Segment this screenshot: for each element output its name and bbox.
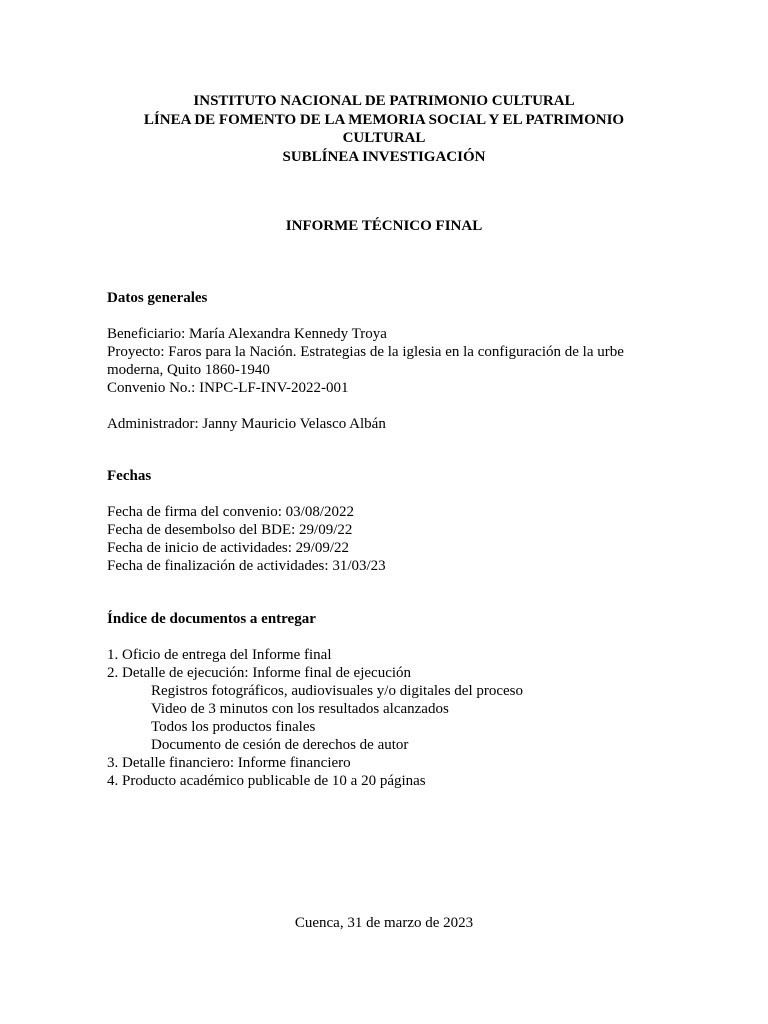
- sub-list-item: Registros fotográficos, audiovisuales y/o digitales del proceso: [151, 683, 524, 699]
- signature-date: Fecha de firma del convenio: 03/08/2022: [107, 504, 355, 520]
- dates-section: [107, 467, 667, 575]
- subline: SUBLÍNEA INVESTIGACIÓN: [282, 148, 486, 165]
- beneficiary-line: Beneficiario: María Alexandra Kennedy Troya: [107, 326, 387, 342]
- list-item: 4. Producto académico publicable de 10 a 20 páginas: [107, 773, 426, 789]
- general-data-title: Datos generales: [107, 290, 208, 306]
- agreement-line: Convenio No.: INPC-LF-INV-2022-001: [107, 380, 349, 396]
- report-title: INFORME TÉCNICO FINAL: [285, 218, 483, 234]
- start-date: Fecha de inicio de actividades: 29/09/22: [107, 540, 350, 556]
- program-line: LÍNEA DE FOMENTO DE LA MEMORIA SOCIAL Y EL PATRIMONIO CULTURAL: [143, 111, 625, 146]
- disbursement-date: Fecha de desembolso del BDE: 29/09/22: [107, 522, 353, 538]
- general-data-section: [107, 289, 667, 433]
- end-date: Fecha de finalización de actividades: 31/03/23: [107, 558, 386, 574]
- institution-name: INSTITUTO NACIONAL DE PATRIMONIO CULTURAL: [193, 93, 575, 109]
- sub-list-item: Video de 3 minutos con los resultados alcanzados: [151, 701, 449, 717]
- list-item: 3. Detalle financiero: Informe financiero: [107, 755, 351, 771]
- document-header: [130, 92, 638, 166]
- documents-index-title: Índice de documentos a entregar: [107, 611, 316, 627]
- list-item: 1. Oficio de entrega del Informe final: [107, 647, 332, 663]
- list-item: 2. Detalle de ejecución: Informe final de ejecución: [107, 665, 412, 681]
- place-date: Cuenca, 31 de marzo de 2023: [294, 915, 474, 931]
- sub-list-item: Documento de cesión de derechos de autor: [151, 737, 409, 753]
- sub-list-item: Todos los productos finales: [151, 719, 316, 735]
- project-line: Proyecto: Faros para la Nación. Estrategias de la iglesia en la configuración de la urbe moderna, Quito 1860-1940: [107, 344, 624, 378]
- administrator-line: Administrador: Janny Mauricio Velasco Albán: [107, 416, 386, 432]
- documents-index-section: [107, 610, 667, 790]
- dates-title: Fechas: [107, 468, 152, 484]
